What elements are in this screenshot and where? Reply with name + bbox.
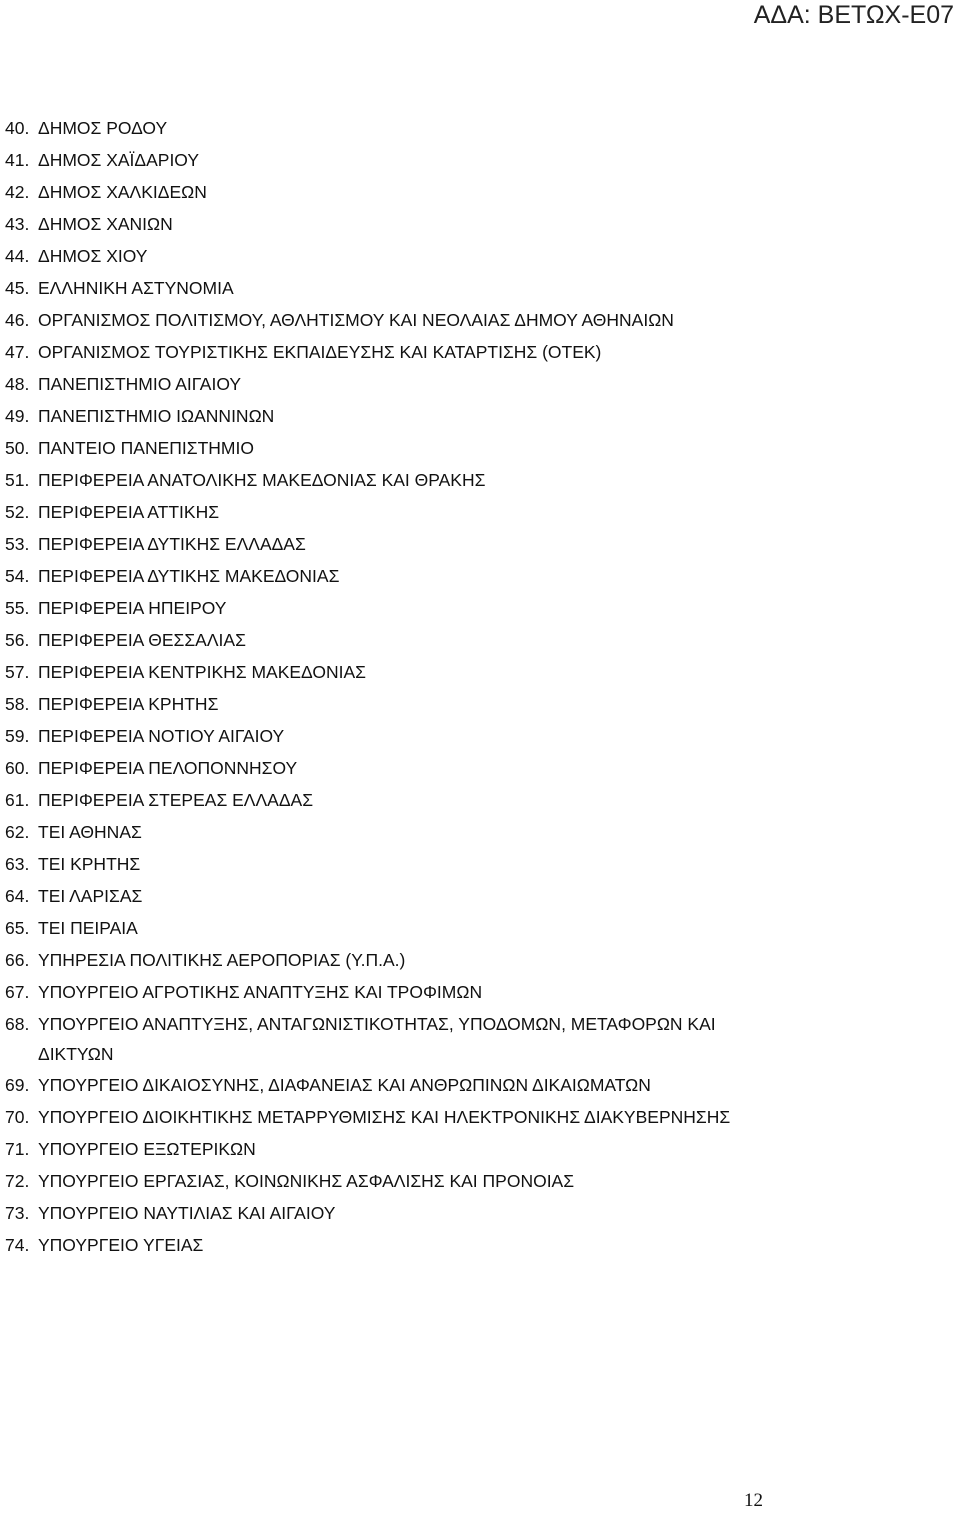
list-item-text: ΠΕΡΙΦΕΡΕΙΑ ΑΤΤΙΚΗΣ [38, 502, 220, 522]
list-item [5, 400, 765, 432]
list-item [5, 560, 765, 592]
list-item-number: 73. [5, 1203, 30, 1223]
list-item-number: 49. [5, 406, 30, 426]
list-item [5, 528, 765, 560]
list-item-number: 67. [5, 982, 30, 1002]
list-item [5, 1101, 765, 1133]
list-item-text: ΔΗΜΟΣ ΧΑΛΚΙΔΕΩΝ [38, 182, 207, 202]
list-item-text: ΠΕΡΙΦΕΡΕΙΑ ΔΥΤΙΚΗΣ ΜΑΚΕΔΟΝΙΑΣ [38, 566, 340, 586]
list-item-number: 50. [5, 438, 30, 458]
list-item-text: ΔΗΜΟΣ ΧΑΝΙΩΝ [38, 214, 173, 234]
list-item [5, 1229, 765, 1261]
list-item [5, 848, 765, 880]
list-item-text: ΥΠΟΥΡΓΕΙΟ ΝΑΥΤΙΛΙΑΣ ΚΑΙ ΑΙΓΑΙΟΥ [38, 1203, 336, 1223]
list-item [5, 944, 765, 976]
list-item-text: ΠΕΡΙΦΕΡΕΙΑ ΚΡΗΤΗΣ [38, 694, 219, 714]
list-item [5, 976, 765, 1008]
list-item-text: ΠΕΡΙΦΕΡΕΙΑ ΚΕΝΤΡΙΚΗΣ ΜΑΚΕΔΟΝΙΑΣ [38, 662, 366, 682]
list-item [5, 784, 765, 816]
ada-code-header: ΑΔΑ: ΒΕΤΩΧ-Ε07 [753, 1, 954, 29]
list-item-text: ΠΕΡΙΦΕΡΕΙΑ ΘΕΣΣΑΛΙΑΣ [38, 630, 246, 650]
list-item-number: 40. [5, 118, 30, 138]
list-item-text: ΔΗΜΟΣ ΧΙΟΥ [38, 246, 148, 266]
list-item-text: ΥΠΟΥΡΓΕΙΟ ΥΓΕΙΑΣ [38, 1235, 204, 1255]
list-item-text: ΟΡΓΑΝΙΣΜΟΣ ΠΟΛΙΤΙΣΜΟΥ, ΑΘΛΗΤΙΣΜΟΥ ΚΑΙ ΝΕΟΛΑΙΑΣ ΔΗΜΟΥ ΑΘΗΝΑΙΩΝ [38, 310, 674, 330]
list-item-number: 47. [5, 342, 30, 362]
list-item [5, 912, 765, 944]
list-item-text: ΥΠΟΥΡΓΕΙΟ ΔΙΟΙΚΗΤΙΚΗΣ ΜΕΤΑΡΡΥΘΜΙΣΗΣ ΚΑΙ ΗΛΕΚΤΡΟΝΙΚΗΣ ΔΙΑΚΥΒΕΡΝΗΣΗΣ [38, 1107, 731, 1127]
list-item-text: ΠΕΡΙΦΕΡΕΙΑ ΝΟΤΙΟΥ ΑΙΓΑΙΟΥ [38, 726, 285, 746]
list-item-number: 55. [5, 598, 30, 618]
list-item [5, 272, 765, 304]
list-item [5, 880, 765, 912]
list-item-number: 63. [5, 854, 30, 874]
list-item [5, 592, 765, 624]
list-item-text: ΤΕΙ ΛΑΡΙΣΑΣ [38, 886, 143, 906]
list-item-number: 43. [5, 214, 30, 234]
list-item [5, 688, 765, 720]
list-item [5, 752, 765, 784]
list-item [5, 336, 765, 368]
list-item-number: 60. [5, 758, 30, 778]
list-item [5, 432, 765, 464]
list-item [5, 720, 765, 752]
list-item-number: 65. [5, 918, 30, 938]
list-item-number: 56. [5, 630, 30, 650]
page-number: 12 [744, 1490, 763, 1511]
list-item-number: 51. [5, 470, 30, 490]
list-item-text: ΥΠΟΥΡΓΕΙΟ ΕΡΓΑΣΙΑΣ, ΚΟΙΝΩΝΙΚΗΣ ΑΣΦΑΛΙΣΗΣ ΚΑΙ ΠΡΟΝΟΙΑΣ [38, 1171, 575, 1191]
list-item-number: 42. [5, 182, 30, 202]
list-item [5, 1133, 765, 1165]
list-item-number: 62. [5, 822, 30, 842]
list-item-number: 58. [5, 694, 30, 714]
list-item-text: ΥΠΟΥΡΓΕΙΟ ΑΝΑΠΤΥΞΗΣ, ΑΝΤΑΓΩΝΙΣΤΙΚΟΤΗΤΑΣ, ΥΠΟΔΟΜΩΝ, ΜΕΤΑΦΟΡΩΝ ΚΑΙ ΔΙΚΤΥΩΝ [38, 1014, 716, 1064]
list-item-text: ΠΕΡΙΦΕΡΕΙΑ ΣΤΕΡΕΑΣ ΕΛΛΑΔΑΣ [38, 790, 314, 810]
organization-list [5, 112, 765, 1261]
list-item [5, 368, 765, 400]
list-item-number: 59. [5, 726, 30, 746]
list-item-text: ΥΠΟΥΡΓΕΙΟ ΑΓΡΟΤΙΚΗΣ ΑΝΑΠΤΥΞΗΣ ΚΑΙ ΤΡΟΦΙΜΩΝ [38, 982, 483, 1002]
list-item [5, 208, 765, 240]
list-item-text: ΠΕΡΙΦΕΡΕΙΑ ΗΠΕΙΡΟΥ [38, 598, 227, 618]
list-item-number: 57. [5, 662, 30, 682]
list-item-number: 69. [5, 1075, 30, 1095]
list-item-text: ΠΑΝΕΠΙΣΤΗΜΙΟ ΑΙΓΑΙΟΥ [38, 374, 242, 394]
list-item-text: ΟΡΓΑΝΙΣΜΟΣ ΤΟΥΡΙΣΤΙΚΗΣ ΕΚΠΑΙΔΕΥΣΗΣ ΚΑΙ ΚΑΤΑΡΤΙΣΗΣ (ΟΤΕΚ) [38, 342, 602, 362]
list-item-text: ΠΕΡΙΦΕΡΕΙΑ ΑΝΑΤΟΛΙΚΗΣ ΜΑΚΕΔΟΝΙΑΣ ΚΑΙ ΘΡΑΚΗΣ [38, 470, 486, 490]
list-item [5, 624, 765, 656]
list-item-text: ΤΕΙ ΠΕΙΡΑΙΑ [38, 918, 138, 938]
list-item-number: 46. [5, 310, 30, 330]
list-item-text: ΥΠΟΥΡΓΕΙΟ ΕΞΩΤΕΡΙΚΩΝ [38, 1139, 256, 1159]
list-item-number: 45. [5, 278, 30, 298]
list-item-number: 44. [5, 246, 30, 266]
list-item-text: ΤΕΙ ΚΡΗΤΗΣ [38, 854, 141, 874]
list-item-text: ΕΛΛΗΝΙΚΗ ΑΣΤΥΝΟΜΙΑ [38, 278, 234, 298]
list-item-text: ΠΕΡΙΦΕΡΕΙΑ ΔΥΤΙΚΗΣ ΕΛΛΑΔΑΣ [38, 534, 306, 554]
list-item-text: ΠΕΡΙΦΕΡΕΙΑ ΠΕΛΟΠΟΝΝΗΣΟΥ [38, 758, 298, 778]
list-item-number: 71. [5, 1139, 30, 1159]
list-item-number: 48. [5, 374, 30, 394]
list-item-number: 61. [5, 790, 30, 810]
list-item [5, 176, 765, 208]
list-item [5, 496, 765, 528]
list-item-text: ΥΠΗΡΕΣΙΑ ΠΟΛΙΤΙΚΗΣ ΑΕΡΟΠΟΡΙΑΣ (Υ.Π.Α.) [38, 950, 406, 970]
list-item [5, 656, 765, 688]
list-item [5, 304, 765, 336]
list-item-number: 41. [5, 150, 30, 170]
list-item-text: ΥΠΟΥΡΓΕΙΟ ΔΙΚΑΙΟΣΥΝΗΣ, ΔΙΑΦΑΝΕΙΑΣ ΚΑΙ ΑΝΘΡΩΠΙΝΩΝ ΔΙΚΑΙΩΜΑΤΩΝ [38, 1075, 651, 1095]
list-item [5, 112, 765, 144]
list-item-number: 66. [5, 950, 30, 970]
list-item [5, 144, 765, 176]
list-item-number: 52. [5, 502, 30, 522]
list-item-text: ΠΑΝΤΕΙΟ ΠΑΝΕΠΙΣΤΗΜΙΟ [38, 438, 254, 458]
list-item-number: 70. [5, 1107, 30, 1127]
list-item-number: 72. [5, 1171, 30, 1191]
list-item [5, 464, 765, 496]
list-item-text: ΔΗΜΟΣ ΡΟΔΟΥ [38, 118, 168, 138]
list-item [5, 816, 765, 848]
list-item [5, 1069, 765, 1101]
list-item-number: 68. [5, 1014, 30, 1034]
list-item [5, 240, 765, 272]
list-item [5, 1197, 765, 1229]
list-item [5, 1165, 765, 1197]
list-item-text: ΤΕΙ ΑΘΗΝΑΣ [38, 822, 142, 842]
list-item [5, 1008, 765, 1069]
list-item-number: 64. [5, 886, 30, 906]
list-item-number: 53. [5, 534, 30, 554]
list-item-number: 74. [5, 1235, 30, 1255]
list-item-text: ΠΑΝΕΠΙΣΤΗΜΙΟ ΙΩΑΝΝΙΝΩΝ [38, 406, 275, 426]
list-item-text: ΔΗΜΟΣ ΧΑΪΔΑΡΙΟΥ [38, 150, 200, 170]
list-item-number: 54. [5, 566, 30, 586]
